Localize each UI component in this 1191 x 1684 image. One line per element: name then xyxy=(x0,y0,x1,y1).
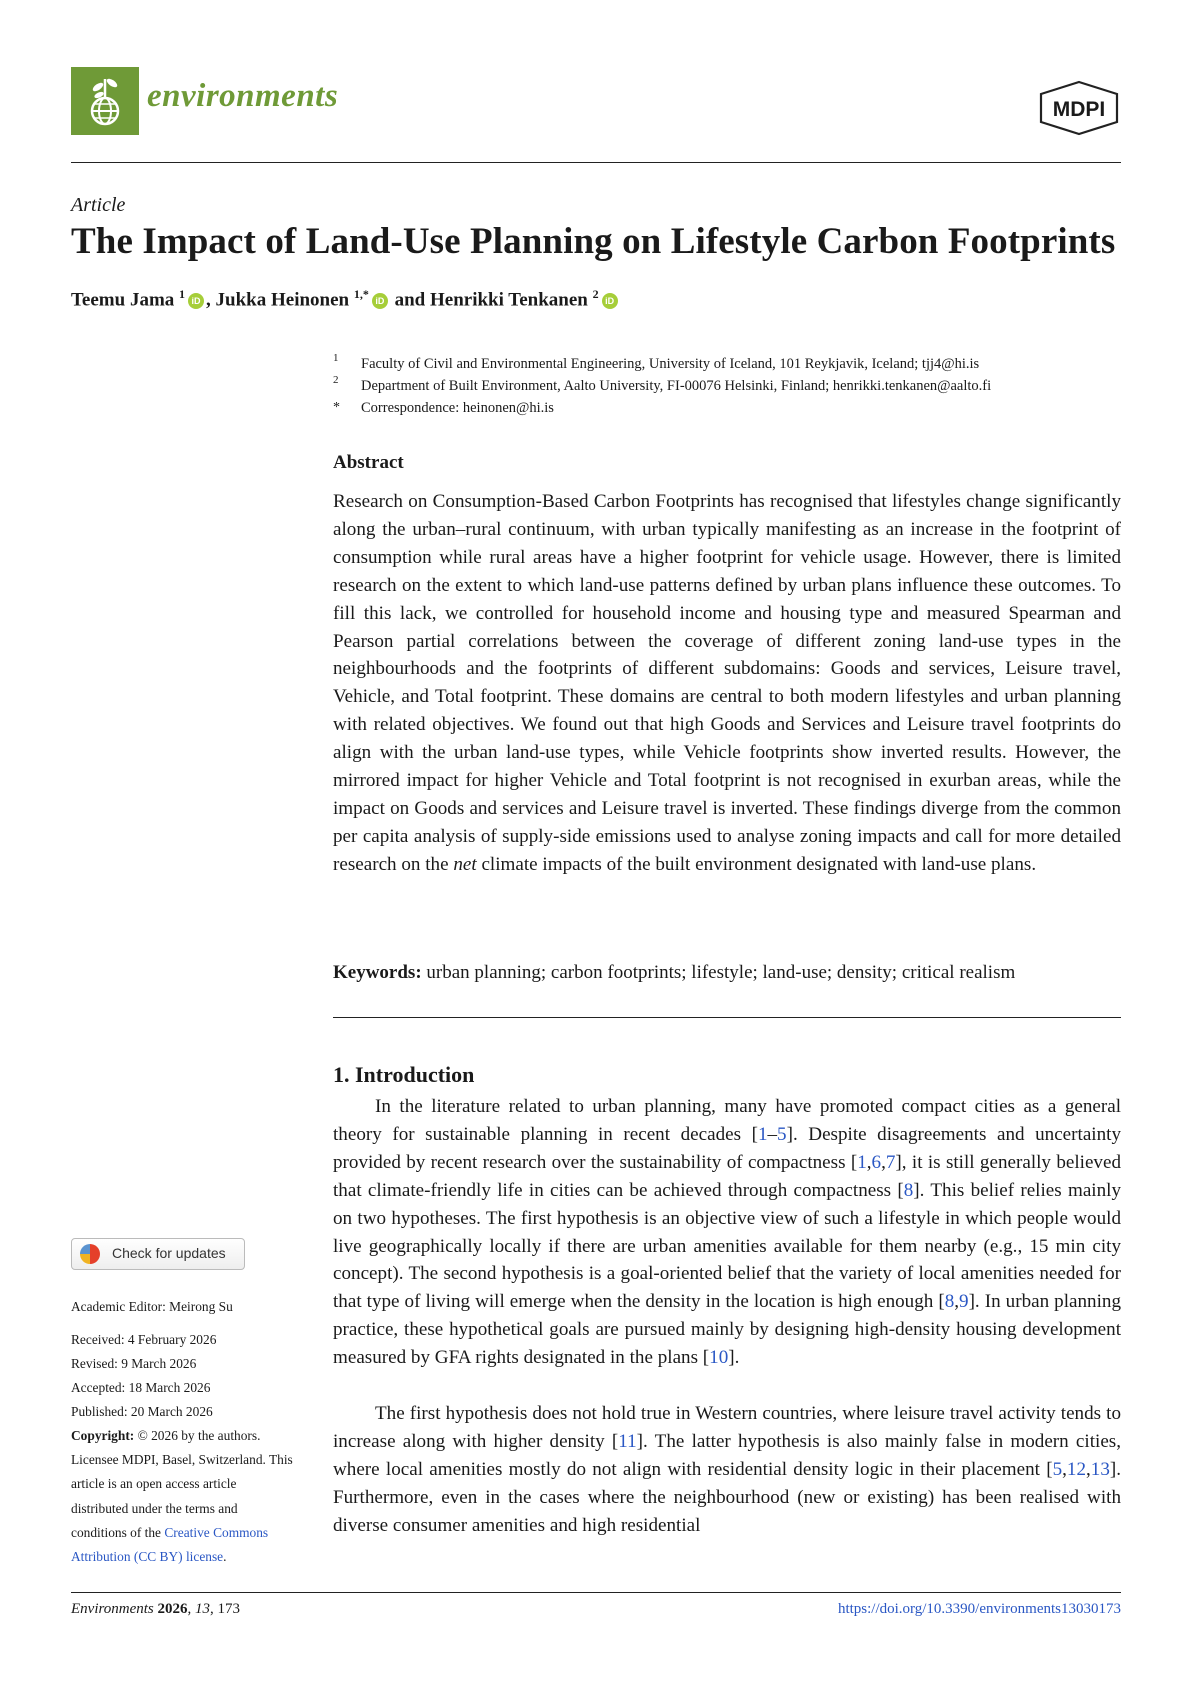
author-affiliation-mark: 1,* xyxy=(353,287,369,301)
copyright-text: © 2026 by the authors. Licensee MDPI, Basel, Switzerland. This article is an open access article distributed under the terms and conditions of the xyxy=(71,1428,293,1540)
author-list xyxy=(71,287,620,311)
affiliation-mark: 1 xyxy=(333,352,339,364)
author-name[interactable]: Teemu Jama xyxy=(71,289,175,311)
affiliation-text: Department of Built Environment, Aalto University, FI-00076 Helsinki, Finland; henrikki.tenkanen@aalto.fi xyxy=(361,378,992,394)
journal-name[interactable]: environments xyxy=(147,78,339,114)
affiliation xyxy=(333,374,992,395)
citation-link[interactable]: 5 xyxy=(1052,1458,1063,1480)
abstract-text-part: Research on Consumption-Based Carbon Footprints has recognised that lifestyles change significantly along the urban–rural continuum, with urban typically manifesting as an increase in the footprint of consumption while rural areas have a higher footprint for vehicle usage. However, there is limited research on the extent to which land-use patterns defined by urban plans influence these outcomes. To fill this lack, we controlled for household income and housing type and measured Spearman and Pearson partial correlations between the coverage of different zoning land-use types in the neighbourhoods and the footprints of different subdomains: Goods and services, Leisure travel, Vehicle, and Total footprint. These domains are central to both modern lifestyles and urban planning with related objectives. We found out that high Goods and Services and Leisure travel footprints do align with the urban land-use types, while Vehicle footprints show inverted results. However, the mirrored impact for higher Vehicle and Total footprint is not recognised in exurban areas, while the impact on Goods and services and Leisure travel is inverted. These findings diverge from the common per capita analysis of supply-side emissions used to analyse zoning impacts and call for more detailed research on the xyxy=(333,491,1121,875)
author-separator: , xyxy=(206,289,216,311)
author-separator: and xyxy=(389,289,430,311)
citation-link[interactable]: 9 xyxy=(959,1291,969,1313)
affiliation-mark: 2 xyxy=(333,374,339,386)
paragraph-text: , xyxy=(1062,1458,1067,1480)
orcid-icon[interactable]: iD xyxy=(188,293,204,309)
paragraph-text: , xyxy=(954,1291,960,1313)
paragraph-text: ]. Furthermore, even in the cases where the neighbourhood (new or existing) has been realised with diverse consumer amenities and high residential xyxy=(333,1458,1121,1536)
abstract-heading: Abstract xyxy=(333,452,404,473)
footer-journal: Environments xyxy=(71,1601,154,1617)
footer-citation: Environments 2026, 13, 173 xyxy=(71,1601,241,1617)
article-type: Article xyxy=(71,194,126,216)
footer-year: 2026 xyxy=(157,1601,188,1617)
publisher-logo-text: MDPI xyxy=(1052,98,1106,121)
received-date: Received: 4 February 2026 xyxy=(71,1332,217,1347)
correspondence-mark: * xyxy=(333,400,340,415)
citation-link[interactable]: 5 xyxy=(777,1123,787,1145)
orcid-icon[interactable]: iD xyxy=(372,293,388,309)
keywords-label: Keywords: xyxy=(333,962,422,983)
paragraph-text: The first hypothesis does not hold true in Western countries, where leisure travel activity tends to increase along with higher density [ xyxy=(333,1403,1121,1452)
citation-link[interactable]: 13 xyxy=(1090,1458,1110,1480)
published-date: Published: 20 March 2026 xyxy=(71,1404,213,1419)
doi-link[interactable]: https://doi.org/10.3390/environments13030173 xyxy=(837,1601,1121,1617)
affiliation-text: Faculty of Civil and Environmental Engineering, University of Iceland, 101 Reykjavik, Iceland; tjj4@hi.is xyxy=(361,356,980,372)
copyright-end: . xyxy=(223,1549,227,1565)
intro-paragraph xyxy=(333,1400,1121,1540)
author-name[interactable]: Jukka Heinonen xyxy=(215,289,350,311)
affiliation xyxy=(333,352,980,373)
copyright-notice xyxy=(71,1424,296,1569)
journal-logo-icon xyxy=(71,67,139,135)
citation-link[interactable]: 10 xyxy=(709,1347,729,1369)
orcid-icon[interactable]: iD xyxy=(602,293,618,309)
footer-volume: 13 xyxy=(195,1601,211,1617)
correspondence xyxy=(333,400,554,417)
accepted-date: Accepted: 18 March 2026 xyxy=(71,1380,211,1395)
abstract-text-part: climate impacts of the built environment designated with land-use plans. xyxy=(476,853,1037,875)
citation-link[interactable]: 1 xyxy=(757,1123,768,1145)
abstract-divider xyxy=(333,1017,1121,1018)
paragraph-text: , xyxy=(881,1151,886,1173)
check-for-updates-button[interactable] xyxy=(71,1238,245,1270)
header-divider xyxy=(71,162,1121,163)
academic-editor: Academic Editor: Meirong Su xyxy=(71,1299,233,1314)
paragraph-text: ]. In urban planning practice, these hypothetical goals are pursued mainly by designing high-density housing development measured by GFA rights designated in the plans [ xyxy=(333,1291,1121,1369)
check-updates-label: Check for updates xyxy=(112,1245,226,1261)
intro-paragraph xyxy=(333,1093,1121,1372)
keywords-list: urban planning; carbon footprints; lifestyle; land-use; density; critical realism xyxy=(421,962,1016,983)
paragraph-text: ]. The latter hypothesis is also mainly false in modern cities, where local amenities mostly do not align with residential density logic in their placement [ xyxy=(333,1430,1121,1480)
citation-link[interactable]: 6 xyxy=(871,1151,882,1173)
author-affiliation-mark: 2 xyxy=(592,287,599,301)
abstract-emphasis: net xyxy=(453,853,477,875)
author-name[interactable]: Henrikki Tenkanen xyxy=(430,289,588,311)
citation-link[interactable]: 8 xyxy=(903,1179,914,1201)
revised-date: Revised: 9 March 2026 xyxy=(71,1356,197,1371)
citation-link[interactable]: 7 xyxy=(885,1151,896,1173)
license-link[interactable]: Creative Commons Attribution (CC BY) license xyxy=(71,1524,269,1565)
citation-link[interactable]: 1 xyxy=(857,1151,867,1173)
check-updates-icon xyxy=(80,1244,100,1264)
section-heading: 1. Introduction xyxy=(333,1062,475,1087)
copyright-label: Copyright: xyxy=(71,1428,135,1443)
paragraph-text: ]. Despite disagreements and uncertainty provided by recent research over the sustainability of compactness [ xyxy=(333,1123,1121,1173)
abstract-text xyxy=(333,488,1121,879)
keywords xyxy=(333,962,1015,984)
paragraph-text: – xyxy=(767,1123,778,1145)
paragraph-text: In the literature related to urban planning, many have promoted compact cities as a general theory for sustainable planning in recent decades [ xyxy=(333,1096,1121,1145)
publisher-logo[interactable] xyxy=(1037,80,1121,136)
paragraph-text: ]. xyxy=(728,1347,740,1369)
citation-link[interactable]: 8 xyxy=(944,1291,955,1313)
paragraph-text: ], it is still generally believed that climate-friendly life in cities can be achieved through compactness [ xyxy=(333,1151,1121,1201)
citation-link[interactable]: 11 xyxy=(618,1430,637,1452)
paragraph-text: , xyxy=(1085,1458,1091,1480)
paragraph-text: ]. This belief relies mainly on two hypotheses. The first hypothesis is an objective view of such a lifestyle in which people would live geographically locally if there are urban amenities available for them nearby (e.g., 15 min city concept). The second hypothesis is a goal-oriented belief that the variety of local amenities needed for that type of living will emerge when the density in the location is high enough [ xyxy=(333,1179,1121,1313)
paragraph-text: , xyxy=(866,1151,872,1173)
globe-plant-icon xyxy=(71,67,139,135)
correspondence-text: Correspondence: heinonen@hi.is xyxy=(361,400,554,416)
author-affiliation-mark: 1 xyxy=(179,287,186,301)
article-title: The Impact of Land-Use Planning on Lifestyle Carbon Footprints xyxy=(71,221,1116,262)
footer-article-number: 173 xyxy=(217,1601,241,1617)
footer-divider xyxy=(71,1592,1121,1593)
citation-link[interactable]: 12 xyxy=(1066,1458,1086,1480)
